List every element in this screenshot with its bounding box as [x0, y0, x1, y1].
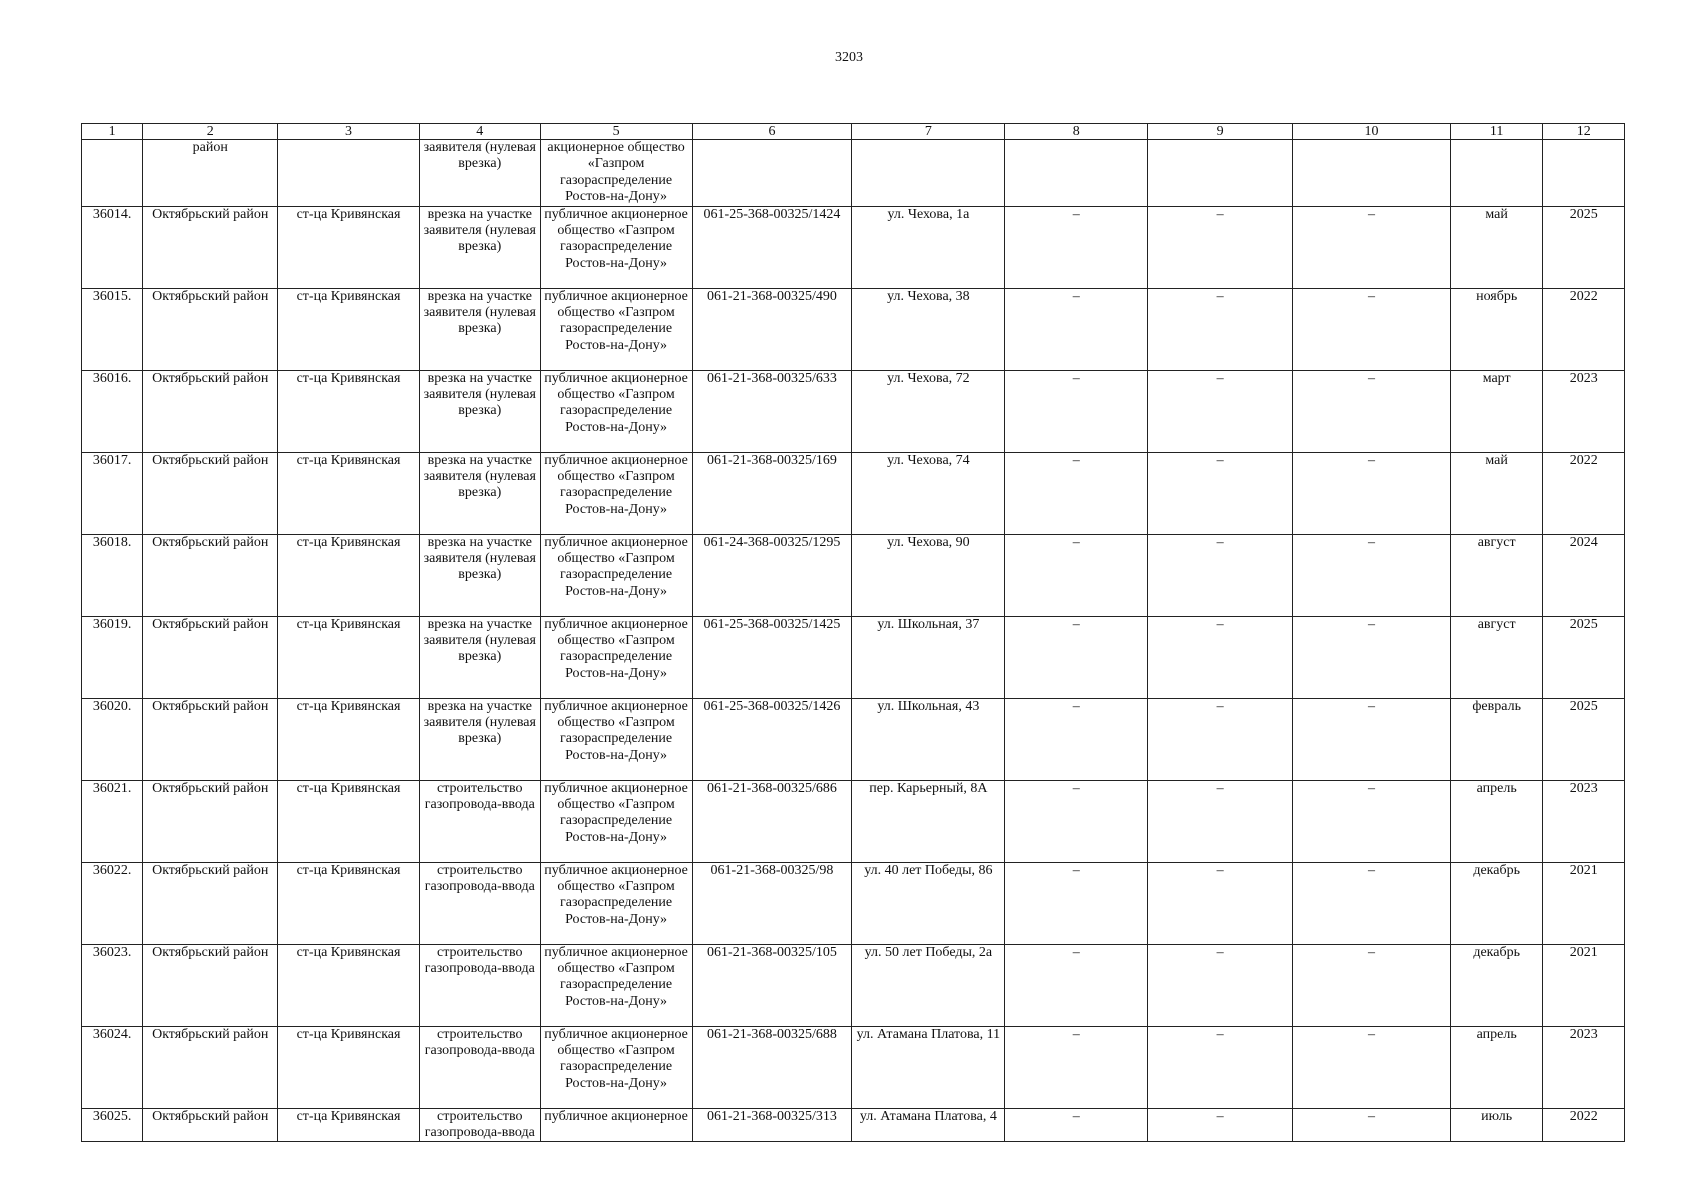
cell-organization: публичное акционерное общество «Газпром газораспределение Ростов-на-Дону»: [540, 1026, 692, 1108]
cell-col8: –: [1005, 698, 1148, 780]
cell-number: 36018.: [82, 534, 143, 616]
cell-code: 061-21-368-00325/633: [692, 370, 852, 452]
cell-settlement: ст-ца Кривянская: [278, 1026, 420, 1108]
cell-month: март: [1450, 370, 1543, 452]
cell-settlement: ст-ца Кривянская: [278, 780, 420, 862]
cell-organization: публичное акционерное общество «Газпром газораспределение Ростов-на-Дону»: [540, 206, 692, 288]
table-row: [82, 698, 1625, 780]
cell-work-type: врезка на участке заявителя (нулевая врезка): [419, 288, 540, 370]
cell-settlement: ст-ца Кривянская: [278, 534, 420, 616]
cell-col9: –: [1148, 1108, 1293, 1142]
column-header-12: 12: [1543, 124, 1625, 140]
cell-work-type: врезка на участке заявителя (нулевая врезка): [419, 452, 540, 534]
column-header-11: 11: [1450, 124, 1543, 140]
cell-district: Октябрьский район: [143, 1026, 278, 1108]
cell-work-type: строительство газопровода-ввода: [419, 862, 540, 944]
cell-month: декабрь: [1450, 944, 1543, 1026]
column-header-5: 5: [540, 124, 692, 140]
cell-col10: –: [1293, 534, 1451, 616]
cell-code: 061-21-368-00325/105: [692, 944, 852, 1026]
cell-number: 36015.: [82, 288, 143, 370]
cell-col9: –: [1148, 288, 1293, 370]
cell-address: ул. 40 лет Победы, 86: [852, 862, 1005, 944]
cell-district: Октябрьский район: [143, 534, 278, 616]
cell-district: Октябрьский район: [143, 944, 278, 1026]
cell-month: август: [1450, 534, 1543, 616]
column-header-1: 1: [82, 124, 143, 140]
cell-month: май: [1450, 206, 1543, 288]
cell-number: 36014.: [82, 206, 143, 288]
cell-month: июль: [1450, 1108, 1543, 1142]
cell-district: Октябрьский район: [143, 1108, 278, 1142]
register-table: [81, 123, 1625, 1142]
table-row: [82, 370, 1625, 452]
page-number: 3203: [835, 50, 863, 65]
cell-col10: –: [1293, 944, 1451, 1026]
cell-organization: публичное акционерное общество «Газпром газораспределение Ростов-на-Дону»: [540, 534, 692, 616]
cell-col10: –: [1293, 1026, 1451, 1108]
cell-col9: –: [1148, 534, 1293, 616]
continuation-row: [82, 140, 1625, 207]
cell-settlement: [278, 140, 420, 207]
cell-month: апрель: [1450, 1026, 1543, 1108]
cell-work-type: врезка на участке заявителя (нулевая врезка): [419, 534, 540, 616]
cell-col9: –: [1148, 370, 1293, 452]
table-row: [82, 206, 1625, 288]
cell-col9: –: [1148, 780, 1293, 862]
cell-settlement: ст-ца Кривянская: [278, 944, 420, 1026]
cell-year: 2023: [1543, 780, 1625, 862]
cell-address: ул. Атамана Платова, 4: [852, 1108, 1005, 1142]
cell-code: 061-24-368-00325/1295: [692, 534, 852, 616]
cell-district: Октябрьский район: [143, 452, 278, 534]
cell-year: 2023: [1543, 1026, 1625, 1108]
cell-col10: –: [1293, 288, 1451, 370]
cell-number: 36024.: [82, 1026, 143, 1108]
cell-address: ул. Школьная, 43: [852, 698, 1005, 780]
column-header-3: 3: [278, 124, 420, 140]
cell-code: [692, 140, 852, 207]
cell-number: 36025.: [82, 1108, 143, 1142]
cell-col8: –: [1005, 206, 1148, 288]
cell-code: 061-21-368-00325/313: [692, 1108, 852, 1142]
cell-year: 2022: [1543, 452, 1625, 534]
cell-work-type: врезка на участке заявителя (нулевая врезка): [419, 698, 540, 780]
header-row: [82, 124, 1625, 140]
table-row: [82, 288, 1625, 370]
cell-organization: публичное акционерное общество «Газпром газораспределение Ростов-на-Дону»: [540, 698, 692, 780]
cell-col8: –: [1005, 862, 1148, 944]
cell-code: 061-21-368-00325/490: [692, 288, 852, 370]
cell-month: ноябрь: [1450, 288, 1543, 370]
cell-address: ул. Чехова, 72: [852, 370, 1005, 452]
cell-address: ул. Чехова, 90: [852, 534, 1005, 616]
cell-organization: публичное акционерное общество «Газпром газораспределение Ростов-на-Дону»: [540, 288, 692, 370]
column-header-9: 9: [1148, 124, 1293, 140]
cell-year: 2025: [1543, 206, 1625, 288]
cell-col8: –: [1005, 616, 1148, 698]
cell-number: 36021.: [82, 780, 143, 862]
cell-address: ул. 50 лет Победы, 2а: [852, 944, 1005, 1026]
cell-work-type: строительство газопровода-ввода: [419, 1108, 540, 1142]
cell-district: Октябрьский район: [143, 206, 278, 288]
cell-month: август: [1450, 616, 1543, 698]
cell-month: май: [1450, 452, 1543, 534]
table-row: [82, 534, 1625, 616]
cell-work-type: строительство газопровода-ввода: [419, 944, 540, 1026]
cell-work-type: заявителя (нулевая врезка): [419, 140, 540, 207]
cell-col9: –: [1148, 698, 1293, 780]
cell-year: 2021: [1543, 944, 1625, 1026]
cell-address: ул. Чехова, 74: [852, 452, 1005, 534]
cell-settlement: ст-ца Кривянская: [278, 206, 420, 288]
cell-col8: –: [1005, 1108, 1148, 1142]
cell-col8: –: [1005, 534, 1148, 616]
cell-work-type: строительство газопровода-ввода: [419, 780, 540, 862]
cell-col10: –: [1293, 780, 1451, 862]
cell-address: ул. Атамана Платова, 11: [852, 1026, 1005, 1108]
cell-organization: публичное акционерное общество «Газпром газораспределение Ростов-на-Дону»: [540, 862, 692, 944]
cell-settlement: ст-ца Кривянская: [278, 452, 420, 534]
cell-col10: –: [1293, 370, 1451, 452]
cell-col9: –: [1148, 206, 1293, 288]
cell-year: 2021: [1543, 862, 1625, 944]
cell-year: 2025: [1543, 698, 1625, 780]
cell-settlement: ст-ца Кривянская: [278, 1108, 420, 1142]
cell-settlement: ст-ца Кривянская: [278, 862, 420, 944]
cell-district: Октябрьский район: [143, 370, 278, 452]
cell-year: 2022: [1543, 288, 1625, 370]
table-row: [82, 452, 1625, 534]
table-row: [82, 780, 1625, 862]
cell-organization: публичное акционерное общество «Газпром газораспределение Ростов-на-Дону»: [540, 780, 692, 862]
cell-col8: –: [1005, 944, 1148, 1026]
cell-year: [1543, 140, 1625, 207]
table-row: [82, 1026, 1625, 1108]
cell-col10: –: [1293, 1108, 1451, 1142]
cell-col9: –: [1148, 944, 1293, 1026]
cell-address: [852, 140, 1005, 207]
cell-col10: –: [1293, 698, 1451, 780]
cell-col8: –: [1005, 1026, 1148, 1108]
cell-work-type: врезка на участке заявителя (нулевая врезка): [419, 616, 540, 698]
column-header-8: 8: [1005, 124, 1148, 140]
cell-work-type: врезка на участке заявителя (нулевая врезка): [419, 206, 540, 288]
cell-organization: публичное акционерное: [540, 1108, 692, 1142]
cell-month: декабрь: [1450, 862, 1543, 944]
cell-number: 36022.: [82, 862, 143, 944]
cell-year: 2025: [1543, 616, 1625, 698]
cell-code: 061-25-368-00325/1425: [692, 616, 852, 698]
cell-col10: –: [1293, 616, 1451, 698]
table-row: [82, 1108, 1625, 1142]
cell-month: [1450, 140, 1543, 207]
cell-col9: [1148, 140, 1293, 207]
cell-col9: –: [1148, 862, 1293, 944]
cell-address: ул. Чехова, 38: [852, 288, 1005, 370]
cell-code: 061-25-368-00325/1424: [692, 206, 852, 288]
cell-district: Октябрьский район: [143, 288, 278, 370]
cell-settlement: ст-ца Кривянская: [278, 288, 420, 370]
cell-district: Октябрьский район: [143, 616, 278, 698]
cell-code: 061-21-368-00325/169: [692, 452, 852, 534]
cell-month: апрель: [1450, 780, 1543, 862]
cell-col8: –: [1005, 288, 1148, 370]
cell-number: 36019.: [82, 616, 143, 698]
cell-col8: –: [1005, 370, 1148, 452]
cell-year: 2024: [1543, 534, 1625, 616]
cell-year: 2022: [1543, 1108, 1625, 1142]
cell-col9: –: [1148, 452, 1293, 534]
table-row: [82, 616, 1625, 698]
column-header-7: 7: [852, 124, 1005, 140]
cell-col10: [1293, 140, 1451, 207]
cell-col8: [1005, 140, 1148, 207]
cell-number: [82, 140, 143, 207]
cell-col8: –: [1005, 780, 1148, 862]
column-header-2: 2: [143, 124, 278, 140]
cell-settlement: ст-ца Кривянская: [278, 616, 420, 698]
cell-code: 061-21-368-00325/98: [692, 862, 852, 944]
column-header-4: 4: [419, 124, 540, 140]
cell-col9: –: [1148, 616, 1293, 698]
cell-number: 36023.: [82, 944, 143, 1026]
cell-district: Октябрьский район: [143, 698, 278, 780]
cell-col10: –: [1293, 452, 1451, 534]
cell-code: 061-25-368-00325/1426: [692, 698, 852, 780]
cell-organization: публичное акционерное общество «Газпром газораспределение Ростов-на-Дону»: [540, 616, 692, 698]
cell-organization: публичное акционерное общество «Газпром газораспределение Ростов-на-Дону»: [540, 944, 692, 1026]
cell-organization: публичное акционерное общество «Газпром газораспределение Ростов-на-Дону»: [540, 370, 692, 452]
cell-col10: –: [1293, 206, 1451, 288]
cell-address: пер. Карьерный, 8А: [852, 780, 1005, 862]
cell-district: Октябрьский район: [143, 780, 278, 862]
cell-settlement: ст-ца Кривянская: [278, 698, 420, 780]
cell-month: февраль: [1450, 698, 1543, 780]
cell-district: район: [143, 140, 278, 207]
table-body: [82, 140, 1625, 1142]
table-row: [82, 944, 1625, 1026]
cell-number: 36016.: [82, 370, 143, 452]
cell-col8: –: [1005, 452, 1148, 534]
cell-code: 061-21-368-00325/688: [692, 1026, 852, 1108]
column-number-header: [82, 124, 1625, 140]
cell-work-type: строительство газопровода-ввода: [419, 1026, 540, 1108]
cell-organization: акционерное общество «Газпром газораспределение Ростов-на-Дону»: [540, 140, 692, 207]
cell-organization: публичное акционерное общество «Газпром газораспределение Ростов-на-Дону»: [540, 452, 692, 534]
cell-number: 36020.: [82, 698, 143, 780]
column-header-10: 10: [1293, 124, 1451, 140]
cell-code: 061-21-368-00325/686: [692, 780, 852, 862]
column-header-6: 6: [692, 124, 852, 140]
cell-year: 2023: [1543, 370, 1625, 452]
cell-settlement: ст-ца Кривянская: [278, 370, 420, 452]
cell-col9: –: [1148, 1026, 1293, 1108]
cell-number: 36017.: [82, 452, 143, 534]
cell-district: Октябрьский район: [143, 862, 278, 944]
table-row: [82, 862, 1625, 944]
cell-work-type: врезка на участке заявителя (нулевая врезка): [419, 370, 540, 452]
cell-address: ул. Школьная, 37: [852, 616, 1005, 698]
cell-address: ул. Чехова, 1а: [852, 206, 1005, 288]
cell-col10: –: [1293, 862, 1451, 944]
